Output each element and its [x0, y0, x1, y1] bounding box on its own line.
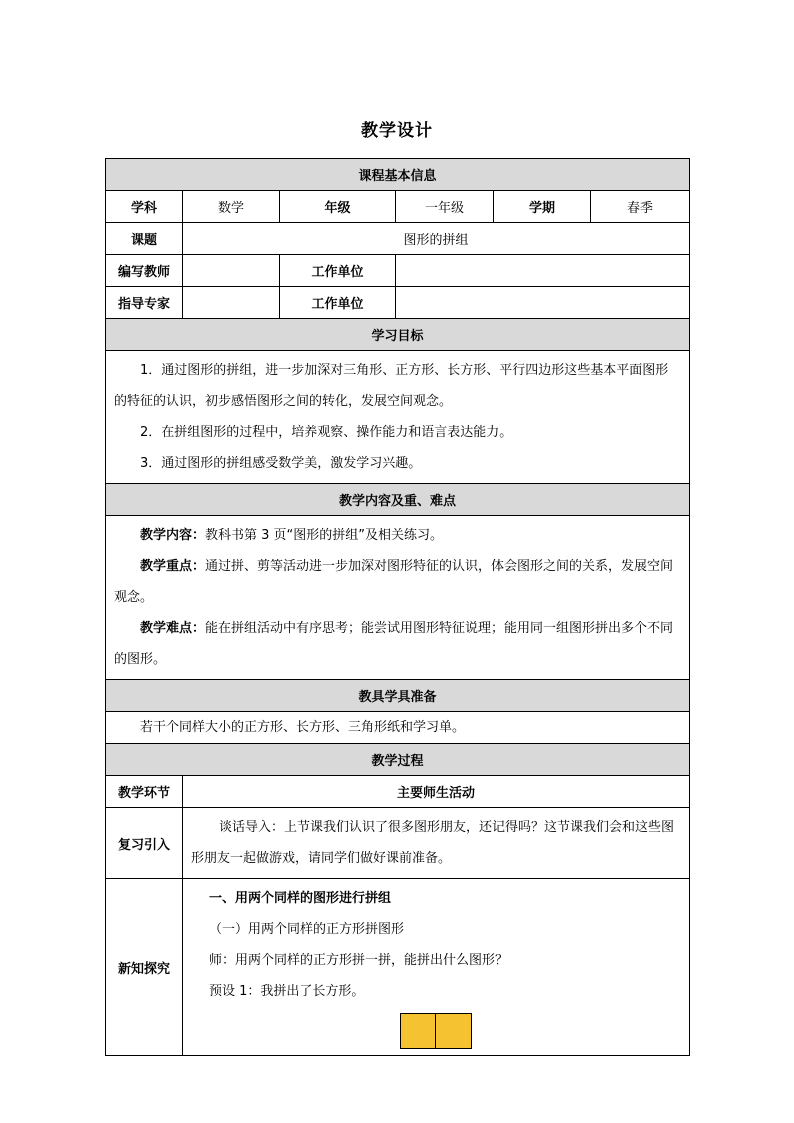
- materials-header: 教具学具准备: [106, 680, 690, 712]
- content-text: 教科书第 3 页“图形的拼组”及相关练习。: [205, 528, 444, 543]
- explore-activity: [183, 879, 690, 1056]
- author-value: [183, 255, 280, 287]
- square-shape: [436, 1013, 472, 1049]
- materials-text: 若干个同样大小的正方形、长方形、三角形纸和学习单。: [140, 720, 466, 735]
- explore-heading-1: 一、用两个同样的图形进行拼组: [209, 891, 392, 906]
- content-paragraph: [114, 520, 681, 551]
- expert-label: 指导专家: [106, 287, 183, 319]
- review-text: 谈话导入：上节课我们认识了很多图形朋友，还记得吗？这节课我们会和这些图形朋友一起做游戏，请同学们做好课前准备。: [191, 820, 675, 866]
- subject-value: 数学: [183, 191, 280, 223]
- lesson-plan-table: [105, 158, 690, 1056]
- expert-unit-label: 工作单位: [280, 287, 396, 319]
- key-text: 通过拼、剪等活动进一步加深对图形特征的认识，体会图形之间的关系，发展空间观念。: [114, 559, 674, 605]
- explore-answer: 预设 1：我拼出了长方形。: [209, 984, 365, 999]
- objectives-body: [106, 351, 690, 484]
- topic-value: 图形的拼组: [183, 223, 690, 255]
- objective-item: 1．通过图形的拼组，进一步加深对三角形、正方形、长方形、平行四边形这些基本平面图形的特征的认识，初步感悟图形之间的转化，发展空间观念。: [114, 363, 669, 409]
- explore-question: 师：用两个同样的正方形拼一拼，能拼出什么图形？: [209, 953, 509, 968]
- explore-stage: 新知探究: [106, 879, 183, 1056]
- difficulty-label: 教学难点：: [140, 621, 206, 636]
- process-header: 教学过程: [106, 744, 690, 776]
- key-paragraph: [114, 551, 681, 613]
- activity-column-header: 主要师生活动: [183, 776, 690, 808]
- objective-item: 3．通过图形的拼组感受数学美，激发学习兴趣。: [140, 456, 422, 471]
- expert-value: [183, 287, 280, 319]
- subject-label: 学科: [106, 191, 183, 223]
- square-shape: [400, 1013, 436, 1049]
- grade-label: 年级: [280, 191, 396, 223]
- content-label: 教学内容：: [140, 528, 206, 543]
- review-activity: [183, 808, 690, 879]
- two-squares-figure: [400, 1013, 681, 1049]
- review-stage: 复习引入: [106, 808, 183, 879]
- objective-item: 2．在拼组图形的过程中，培养观察、操作能力和语言表达能力。: [140, 425, 513, 440]
- author-unit-label: 工作单位: [280, 255, 396, 287]
- key-label: 教学重点：: [140, 559, 206, 574]
- explore-heading-2: （一）用两个同样的正方形拼图形: [209, 922, 405, 937]
- grade-value: 一年级: [396, 191, 494, 223]
- author-unit-value: [396, 255, 690, 287]
- document-title: 教学设计: [361, 121, 433, 141]
- author-label: 编写教师: [106, 255, 183, 287]
- materials-body: [106, 712, 690, 744]
- objectives-header: 学习目标: [106, 319, 690, 351]
- expert-unit-value: [396, 287, 690, 319]
- difficulty-paragraph: [114, 613, 681, 675]
- difficulty-text: 能在拼组活动中有序思考；能尝试用图形特征说理；能用同一组图形拼出多个不同的图形。: [114, 621, 674, 667]
- topic-label: 课题: [106, 223, 183, 255]
- content-body: [106, 516, 690, 680]
- content-header: 教学内容及重、难点: [106, 484, 690, 516]
- basic-info-header: 课程基本信息: [106, 159, 690, 191]
- stage-column-header: 教学环节: [106, 776, 183, 808]
- term-value: 春季: [591, 191, 690, 223]
- term-label: 学期: [494, 191, 591, 223]
